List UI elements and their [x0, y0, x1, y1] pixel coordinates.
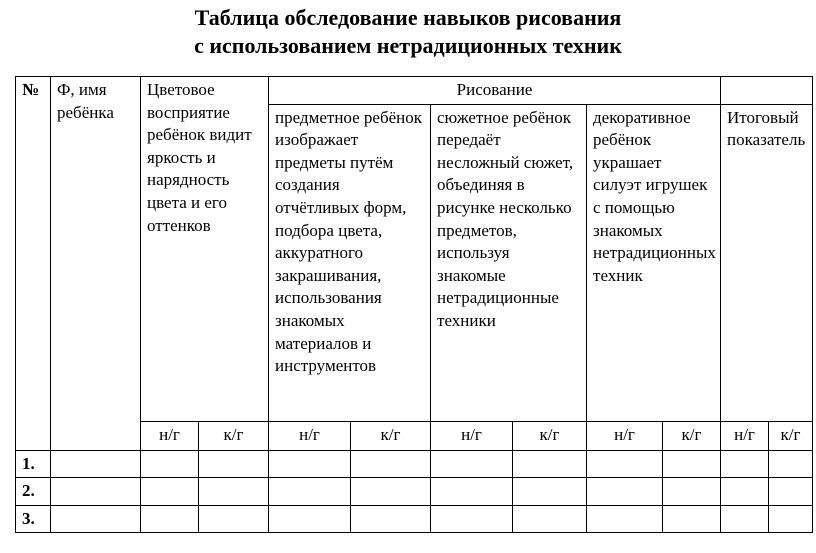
row-number: 1.: [16, 450, 51, 478]
table-row: [16, 450, 813, 478]
table-row: [16, 478, 813, 506]
header-name: Ф, имя ребёнка: [51, 77, 141, 451]
title-line-2: с использованием нетрадиционных техник: [194, 33, 622, 58]
title-line-1: Таблица обследование навыков рисования: [194, 5, 622, 30]
row-number: 3.: [16, 505, 51, 533]
sub-kg: к/г: [769, 421, 813, 450]
header-drawing: Рисование: [269, 77, 721, 105]
sub-kg: к/г: [513, 421, 587, 450]
sub-ng: н/г: [721, 421, 769, 450]
sub-kg: к/г: [663, 421, 721, 450]
sub-ng: н/г: [141, 421, 199, 450]
page-title: [0, 4, 816, 60]
header-number: №: [16, 77, 51, 451]
sub-kg: к/г: [351, 421, 431, 450]
assessment-table: [15, 76, 813, 533]
sub-ng: н/г: [587, 421, 663, 450]
sub-ng: н/г: [431, 421, 513, 450]
row-number: 2.: [16, 478, 51, 506]
header-total: Итоговый показатель: [721, 104, 813, 421]
header-plot-drawing: сюжетное ребёнок передаёт несложный сюжет, объединяя в рисунке несколько предметов, используя знакомые нетрадиционные техники: [431, 104, 587, 421]
table-row: [16, 505, 813, 533]
header-row-1: [16, 77, 813, 105]
sub-ng: н/г: [269, 421, 351, 450]
header-empty: [721, 77, 813, 105]
header-decorative-drawing: декоративное ребёнок украшает силуэт игрушек с помощью знакомых нетрадиционных техник: [587, 104, 721, 421]
header-subject-drawing: предметное ребёнок изображает предметы путём создания отчётливых форм, подбора цвета, аккуратного закрашивания, использования знакомых материалов и инструментов: [269, 104, 431, 421]
header-color-perception: Цветовое восприятие ребёнок видит яркость и нарядность цвета и его оттенков: [141, 77, 269, 422]
sub-kg: к/г: [199, 421, 269, 450]
